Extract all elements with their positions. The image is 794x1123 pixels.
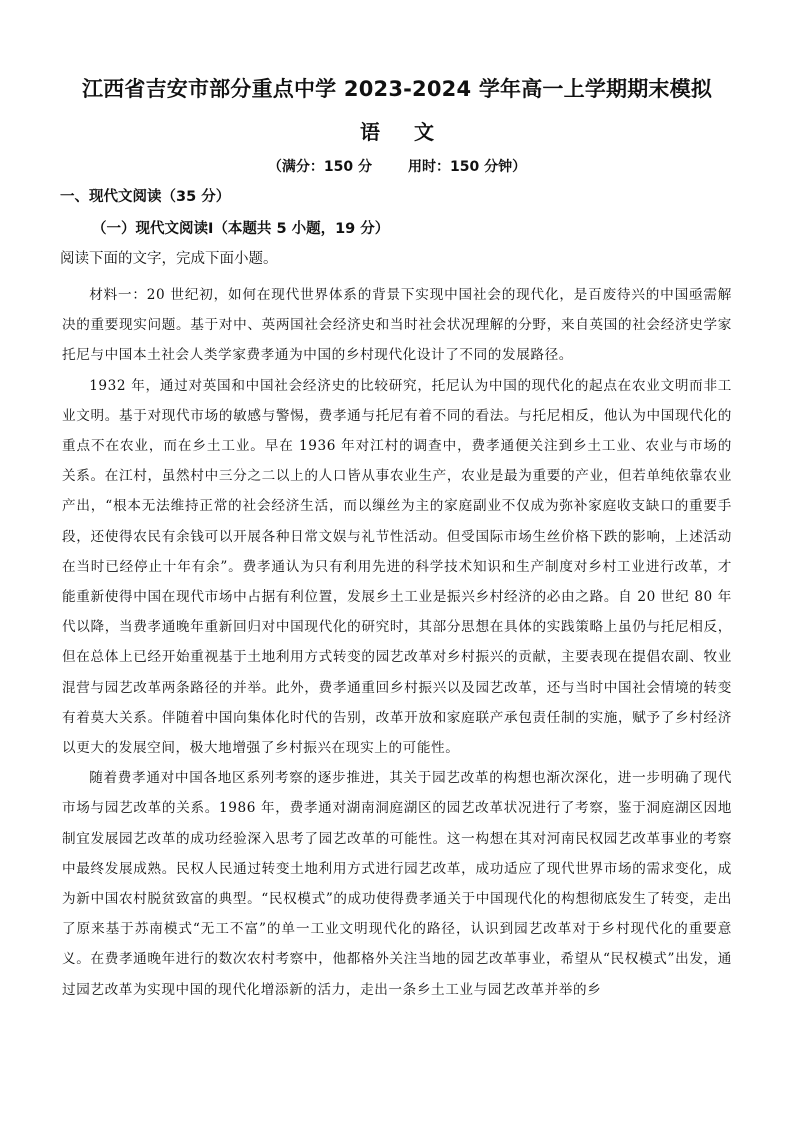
subject-heading [62, 118, 732, 146]
subject-char-right: 文 [414, 120, 434, 144]
reading-instruction: 阅读下面的文字，完成下面小题。 [60, 251, 278, 267]
paragraph-1: 材料一：20 世纪初，如何在现代世界体系的背景下实现中国社会的现代化，是百废待兴的中国亟需解决的重要现实问题。基于对中、英两国社会经济史和当时社会状况理解的分野，来自英国的社会经济史学家托尼与中国本土社会人类学家费孝通为中国的乡村现代化设计了不同的发展路径。 [62, 287, 732, 364]
exam-time: 用时：150 分钟） [408, 159, 527, 175]
exam-meta [62, 156, 732, 178]
document-title: 江西省吉安市部分重点中学 2023-2024 学年高一上学期期末模拟 [81, 77, 713, 101]
subsection-heading: （一）现代文阅读Ⅰ（本题共 5 小题，19 分） [92, 221, 390, 237]
paragraph-2: 1932 年，通过对英国和中国社会经济史的比较研究，托尼认为中国的现代化的起点在农业文明而非工业文明。基于对现代市场的敏感与警惕，费孝通与托尼有着不同的看法。与托尼相反，他认为中国现代化的重点不在农业，而在乡土工业。早在 1936 年对江村的调查中，费孝通便关注到乡土工业、农业与市场的关系。在江村，虽然村中三分之二以上的人口皆从事农业生产，农业是最为重要的产业，但若单纯依靠农业产出，“根本无法维持正常的社会经济生活，而以缫丝为主的家庭副业不仅成为弥补家庭收支缺口的重要手段，还使得农民有余钱可以开展各种日常文娱与礼节性活动。但受国际市场生丝价格下跌的影响，上述活动在当时已经停止十年有余”。费孝通认为只有利用先进的科学技术知识和生产制度对乡村工业进行改革，才能重新使得中国在现代市场中占据有利位置，发展乡土工业是振兴乡村经济的必由之路。自 20 世纪 80 年代以降，当费孝通晚年重新回归对中国现代化的研究时，其部分思想在具体的实践策略上虽仍与托尼相反，但在总体上已经开始重视基于土地利用方式转变的园艺改革对乡村振兴的贡献，主要表现在提倡农副、牧业混营与园艺改革两条路径的并举。此外，费孝通重回乡村振兴以及园艺改革，还与当时中国社会情境的转变有着莫大关系。伴随着中国向集体化时代的告别，改革开放和家庭联产承包责任制的实施，赋予了乡村经济以更大的发展空间，极大地增强了乡村振兴在现实上的可能性。 [62, 377, 732, 757]
paragraph-3: 随着费孝通对中国各地区系列考察的逐步推进，其关于园艺改革的构想也渐次深化，进一步明确了现代市场与园艺改革的关系。1986 年，费孝通对湖南洞庭湖区的园艺改革状况进行了考察，鉴于洞庭湖区因地制宜发展园艺改革的成功经验深入思考了园艺改革的可能性。这一构想在其对河南民权园艺改革事业的考察中最终发展成熟。民权人民通过转变土地利用方式进行园艺改革，成功适应了现代世界市场的需求变化，成为新中国农村脱贫致富的典型。“民权模式”的成功使得费孝通关于中国现代化的构想彻底发生了转变，走出了原来基于苏南模式“无工不富”的单一工业文明现代化的路径，认识到园艺改革对于乡村现代化的重要意义。在费孝通晚年进行的数次农村考察中，他都格外关注当地的园艺改革事业，希望从“民权模式”出发，通过园艺改革为实现中国的现代化增添新的活力，走出一条乡土工业与园艺改革并举的乡 [62, 770, 732, 998]
subject-char-left: 语 [360, 120, 380, 144]
section-heading: 一、现代文阅读（35 分） [60, 189, 231, 205]
reading-passage [62, 280, 732, 1005]
exam-score: （满分：150 分 [267, 159, 372, 175]
